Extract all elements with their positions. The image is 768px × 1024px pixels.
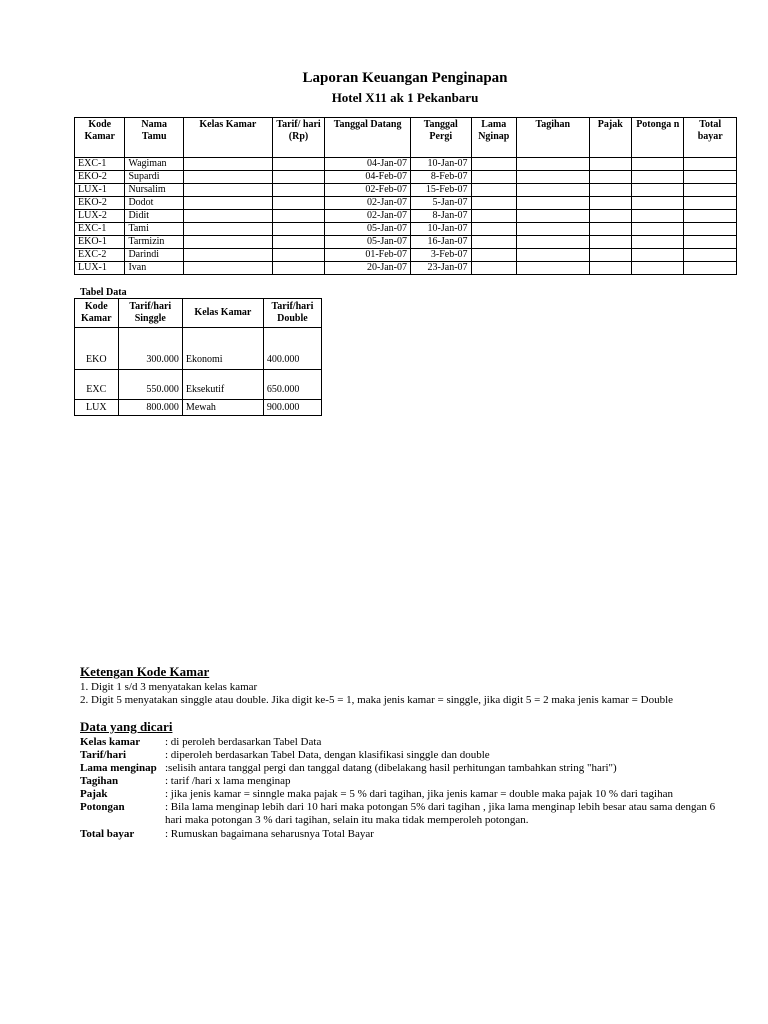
- dicari-key: Tarif/hari: [80, 749, 127, 761]
- report-title: Laporan Keuangan Penginapan: [302, 70, 508, 86]
- cell-nama: Supardi: [125, 171, 184, 184]
- cell-datang: 02-Feb-07: [325, 184, 411, 197]
- tabel-data-table: [74, 298, 322, 416]
- cell-empty: [516, 223, 589, 236]
- cell-empty: [183, 197, 272, 210]
- cell-empty: [183, 171, 272, 184]
- dicari-key: Pajak: [80, 788, 108, 800]
- cell-empty: [272, 223, 324, 236]
- cell-empty: [272, 210, 324, 223]
- cell-empty: [272, 262, 324, 275]
- main-header-cell: Kode Kamar: [75, 118, 125, 158]
- cell-empty: [589, 236, 631, 249]
- dicari-value: : tarif /hari x lama menginap: [165, 775, 291, 787]
- cell-empty: [183, 262, 272, 275]
- cell-pergi: 10-Jan-07: [411, 158, 472, 171]
- cell-datang: 04-Feb-07: [325, 171, 411, 184]
- cell-empty: [183, 249, 272, 262]
- cell-pergi: 10-Jan-07: [411, 223, 472, 236]
- dicari-value: :selisih antara tanggal pergi dan tanggal datang (dibelakang hasil perhitungan tambahkan string "hari"): [165, 762, 617, 774]
- main-header-cell: Nama Tamu: [125, 118, 184, 158]
- cell-empty: [589, 223, 631, 236]
- cell-empty: [471, 223, 516, 236]
- cell-kode: LUX-1: [75, 262, 125, 275]
- cell-empty: [631, 236, 683, 249]
- table-row: [75, 171, 737, 184]
- main-header-cell: Tarif/ hari (Rp): [272, 118, 324, 158]
- dicari-key: Lama menginap: [80, 762, 157, 774]
- cell-datang: 20-Jan-07: [325, 262, 411, 275]
- cell-empty: [684, 171, 737, 184]
- cell-pergi: 8-Jan-07: [411, 210, 472, 223]
- table-row: [75, 236, 737, 249]
- cell-empty: [631, 210, 683, 223]
- main-header-cell: Tanggal Datang: [325, 118, 411, 158]
- cell-kode: LUX-1: [75, 184, 125, 197]
- cell-empty: [516, 249, 589, 262]
- cell-empty: [631, 184, 683, 197]
- cell-empty: [272, 249, 324, 262]
- tabel-data-header-cell: Kode Kamar: [75, 299, 119, 328]
- cell-nama: Nursalim: [125, 184, 184, 197]
- dicari-item: [80, 736, 725, 749]
- cell-empty: [516, 171, 589, 184]
- cell-empty: [684, 210, 737, 223]
- cell-pergi: 3-Feb-07: [411, 249, 472, 262]
- cell-empty: [516, 262, 589, 275]
- cell-empty: [516, 158, 589, 171]
- cell-pergi: 15-Feb-07: [411, 184, 472, 197]
- cell-empty: [589, 197, 631, 210]
- main-header-cell: Pajak: [589, 118, 631, 158]
- cell-empty: [589, 249, 631, 262]
- cell-nama: Ivan: [125, 262, 184, 275]
- cell-nama: Darindi: [125, 249, 184, 262]
- table-row: [75, 262, 737, 275]
- cell-empty: [684, 197, 737, 210]
- cell-empty: [589, 210, 631, 223]
- cell-empty: [272, 197, 324, 210]
- cell-datang: 01-Feb-07: [325, 249, 411, 262]
- cell-kode: LUX: [75, 400, 119, 416]
- main-header-cell: Lama Nginap: [471, 118, 516, 158]
- cell-empty: [631, 171, 683, 184]
- main-table: [74, 117, 737, 275]
- cell-kode: EXC-1: [75, 158, 125, 171]
- cell-empty: [471, 249, 516, 262]
- cell-pergi: 16-Jan-07: [411, 236, 472, 249]
- dicari-value: : jika jenis kamar = sinngle maka pajak = 5 % dari tagihan, jika jenis kamar = double maka pajak 10 % dari tagihan: [165, 788, 673, 800]
- cell-kode: EXC-2: [75, 249, 125, 262]
- cell-kode: EXC-1: [75, 223, 125, 236]
- cell-kode: EXC: [75, 370, 119, 400]
- cell-empty: [684, 184, 737, 197]
- cell-nama: Tarmizin: [125, 236, 184, 249]
- cell-kode: EKO: [75, 328, 119, 370]
- table-row: [75, 223, 737, 236]
- dicari-key: Total bayar: [80, 828, 135, 840]
- cell-singgle: 800.000: [118, 400, 182, 416]
- cell-empty: [272, 171, 324, 184]
- cell-nama: Wagiman: [125, 158, 184, 171]
- dicari-item: [80, 775, 725, 788]
- cell-double: 650.000: [263, 370, 321, 400]
- cell-empty: [471, 184, 516, 197]
- table-row: [75, 400, 322, 416]
- main-header-cell: Total bayar: [684, 118, 737, 158]
- cell-empty: [516, 184, 589, 197]
- cell-datang: 05-Jan-07: [325, 223, 411, 236]
- dicari-key: Kelas kamar: [80, 736, 141, 748]
- dicari-value: : Bila lama menginap lebih dari 10 hari maka potongan 5% dari tagihan , jika lama menginap lebih besar atau sama dengan 6 hari maka potongan 3 % dari tagihan, selain itu maka tidak memperoleh potongan.: [165, 801, 716, 826]
- tabel-data-header-cell: Tarif/hari Singgle: [118, 299, 182, 328]
- cell-empty: [471, 210, 516, 223]
- report-subtitle: Hotel X11 ak 1 Pekanbaru: [331, 90, 479, 105]
- cell-kode: EKO-2: [75, 171, 125, 184]
- cell-empty: [684, 158, 737, 171]
- table-row: [75, 184, 737, 197]
- cell-pergi: 23-Jan-07: [411, 262, 472, 275]
- cell-nama: Tami: [125, 223, 184, 236]
- dicari-key: Tagihan: [80, 775, 119, 787]
- cell-empty: [183, 236, 272, 249]
- tabel-data-label: Tabel Data: [80, 287, 127, 298]
- dicari-item: [80, 801, 725, 827]
- cell-empty: [589, 158, 631, 171]
- main-header-cell: Tanggal Pergi: [411, 118, 472, 158]
- cell-empty: [516, 197, 589, 210]
- main-header-cell: Tagihan: [516, 118, 589, 158]
- dicari-value: : Rumuskan bagaimana seharusnya Total Bayar: [165, 828, 374, 840]
- cell-empty: [684, 249, 737, 262]
- table-row: [75, 158, 737, 171]
- table-row: [75, 328, 322, 370]
- keterangan-line-1: 1. Digit 1 s/d 3 menyatakan kelas kamar: [80, 681, 258, 693]
- cell-empty: [589, 184, 631, 197]
- main-header-cell: Potonga n: [631, 118, 683, 158]
- keterangan-heading: Ketengan Kode Kamar: [80, 664, 210, 679]
- cell-empty: [631, 262, 683, 275]
- cell-double: 400.000: [263, 328, 321, 370]
- cell-empty: [183, 210, 272, 223]
- cell-nama: Didit: [125, 210, 184, 223]
- cell-empty: [516, 236, 589, 249]
- cell-empty: [272, 236, 324, 249]
- table-row: [75, 249, 737, 262]
- dicari-heading: Data yang dicari: [80, 719, 173, 734]
- cell-empty: [589, 262, 631, 275]
- cell-nama: Dodot: [125, 197, 184, 210]
- cell-empty: [631, 249, 683, 262]
- cell-empty: [471, 197, 516, 210]
- cell-empty: [684, 262, 737, 275]
- cell-kelas: Eksekutif: [182, 370, 263, 400]
- cell-kelas: Ekonomi: [182, 328, 263, 370]
- cell-pergi: 5-Jan-07: [411, 197, 472, 210]
- dicari-item: [80, 828, 725, 841]
- cell-empty: [183, 158, 272, 171]
- cell-kode: EKO-2: [75, 197, 125, 210]
- cell-empty: [684, 236, 737, 249]
- cell-kelas: Mewah: [182, 400, 263, 416]
- cell-empty: [183, 184, 272, 197]
- cell-kode: EKO-1: [75, 236, 125, 249]
- cell-empty: [631, 158, 683, 171]
- cell-singgle: 550.000: [118, 370, 182, 400]
- cell-double: 900.000: [263, 400, 321, 416]
- cell-empty: [471, 171, 516, 184]
- main-header-cell: Kelas Kamar: [183, 118, 272, 158]
- dicari-value: : di peroleh berdasarkan Tabel Data: [165, 736, 322, 748]
- tabel-data-header-cell: Tarif/hari Double: [263, 299, 321, 328]
- cell-empty: [631, 223, 683, 236]
- cell-empty: [684, 223, 737, 236]
- table-row: [75, 197, 737, 210]
- tabel-data-header-cell: Kelas Kamar: [182, 299, 263, 328]
- cell-kode: LUX-2: [75, 210, 125, 223]
- cell-datang: 05-Jan-07: [325, 236, 411, 249]
- cell-empty: [471, 158, 516, 171]
- dicari-item: [80, 762, 725, 775]
- dicari-value: : diperoleh berdasarkan Tabel Data, dengan klasifikasi singgle dan double: [165, 749, 490, 761]
- cell-empty: [471, 262, 516, 275]
- keterangan-line-2: 2. Digit 5 menyatakan singgle atau double. Jika digit ke-5 = 1, maka jenis kamar = singgle, jika digit 5 = 2 maka jenis kamar = Double: [80, 694, 674, 706]
- dicari-item: [80, 749, 725, 762]
- cell-datang: 04-Jan-07: [325, 158, 411, 171]
- cell-empty: [631, 197, 683, 210]
- cell-empty: [272, 158, 324, 171]
- cell-empty: [272, 184, 324, 197]
- cell-singgle: 300.000: [118, 328, 182, 370]
- cell-empty: [471, 236, 516, 249]
- dicari-key: Potongan: [80, 801, 125, 813]
- table-row: [75, 210, 737, 223]
- cell-empty: [183, 223, 272, 236]
- cell-empty: [589, 171, 631, 184]
- table-row: [75, 370, 322, 400]
- cell-datang: 02-Jan-07: [325, 197, 411, 210]
- cell-empty: [516, 210, 589, 223]
- cell-datang: 02-Jan-07: [325, 210, 411, 223]
- dicari-item: [80, 788, 725, 801]
- cell-pergi: 8-Feb-07: [411, 171, 472, 184]
